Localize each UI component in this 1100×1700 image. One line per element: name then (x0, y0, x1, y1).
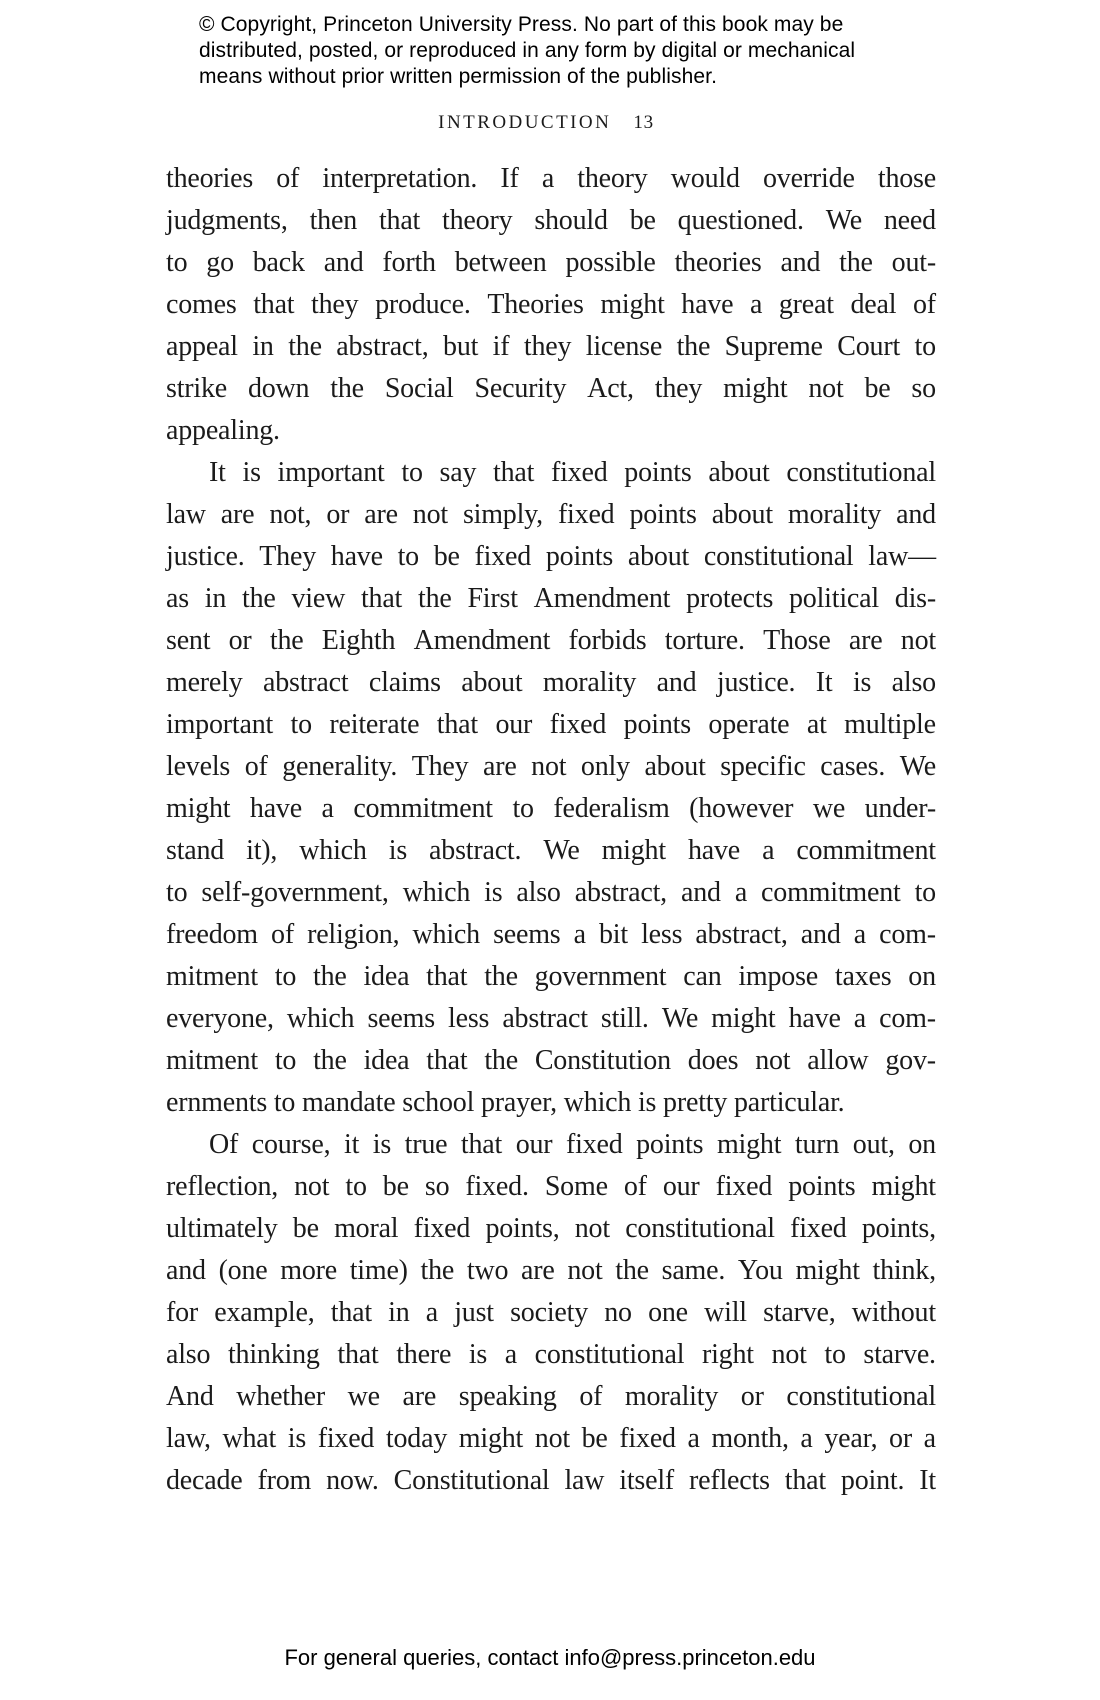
page-number: 13 (633, 112, 654, 133)
body-text-line: to self-government, which is also abstract, and a commitment to (166, 877, 936, 908)
footer-queries-note (0, 1645, 1100, 1671)
body-text-line: strike down the Social Security Act, they might not be so (166, 373, 936, 404)
body-text-line: comes that they produce. Theories might have a great deal of (166, 289, 936, 320)
body-text-line: And whether we are speaking of morality or constitutional (166, 1381, 936, 1412)
body-text-line: judgments, then that theory should be questioned. We need (166, 205, 936, 236)
running-head (0, 112, 1092, 134)
body-text-line: everyone, which seems less abstract still. We might have a com- (166, 1003, 936, 1034)
body-text-line: justice. They have to be fixed points about constitutional law— (166, 541, 936, 572)
body-text-line: mitment to the idea that the Constitution does not allow gov- (166, 1045, 936, 1076)
copyright-line: means without prior written permission of the publisher. (199, 65, 718, 88)
body-text-line: stand it), which is abstract. We might have a commitment (166, 835, 936, 866)
body-text-line: mitment to the idea that the government can impose taxes on (166, 961, 936, 992)
body-text-line: also thinking that there is a constitutional right not to starve. (166, 1339, 936, 1370)
body-text-line: important to reiterate that our fixed points operate at multiple (166, 709, 936, 740)
body-text-line: law are not, or are not simply, fixed points about morality and (166, 499, 936, 530)
body-text-line: as in the view that the First Amendment protects political dis- (166, 583, 936, 614)
body-text-line: merely abstract claims about morality and justice. It is also (166, 667, 936, 698)
body-text-line: theories of interpretation. If a theory would override those (166, 163, 936, 194)
copyright-line: distributed, posted, or reproduced in any form by digital or mechanical (199, 39, 856, 62)
body-text-line: decade from now. Constitutional law itself reflects that point. It (166, 1465, 936, 1496)
body-text (166, 158, 936, 1502)
body-text-line: for example, that in a just society no one will starve, without (166, 1297, 936, 1328)
footer-text: For general queries, contact info@press.princeton.edu (284, 1645, 816, 1670)
body-text-line: levels of generality. They are not only about specific cases. We (166, 751, 936, 782)
copyright-line: © Copyright, Princeton University Press. No part of this book may be (199, 13, 844, 36)
body-text-line: might have a commitment to federalism (however we under- (166, 793, 936, 824)
body-text-line: law, what is fixed today might not be fixed a month, a year, or a (166, 1423, 936, 1454)
body-text-line: freedom of religion, which seems a bit less abstract, and a com- (166, 919, 936, 950)
body-text-line: ultimately be moral fixed points, not constitutional fixed points, (166, 1213, 936, 1244)
body-text-line: to go back and forth between possible theories and the out- (166, 247, 936, 278)
body-text-line: ernments to mandate school prayer, which is pretty particular. (166, 1087, 845, 1118)
body-text-line: appealing. (166, 415, 280, 446)
running-head-title: INTRODUCTION (438, 112, 612, 133)
body-text-line: It is important to say that fixed points about constitutional (209, 457, 936, 488)
body-text-line: appeal in the abstract, but if they license the Supreme Court to (166, 331, 936, 362)
body-text-line: sent or the Eighth Amendment forbids torture. Those are not (166, 625, 936, 656)
copyright-notice (199, 12, 855, 90)
body-text-line: and (one more time) the two are not the same. You might think, (166, 1255, 936, 1286)
body-text-line: reflection, not to be so fixed. Some of our fixed points might (166, 1171, 936, 1202)
body-text-line: Of course, it is true that our fixed points might turn out, on (209, 1129, 936, 1160)
